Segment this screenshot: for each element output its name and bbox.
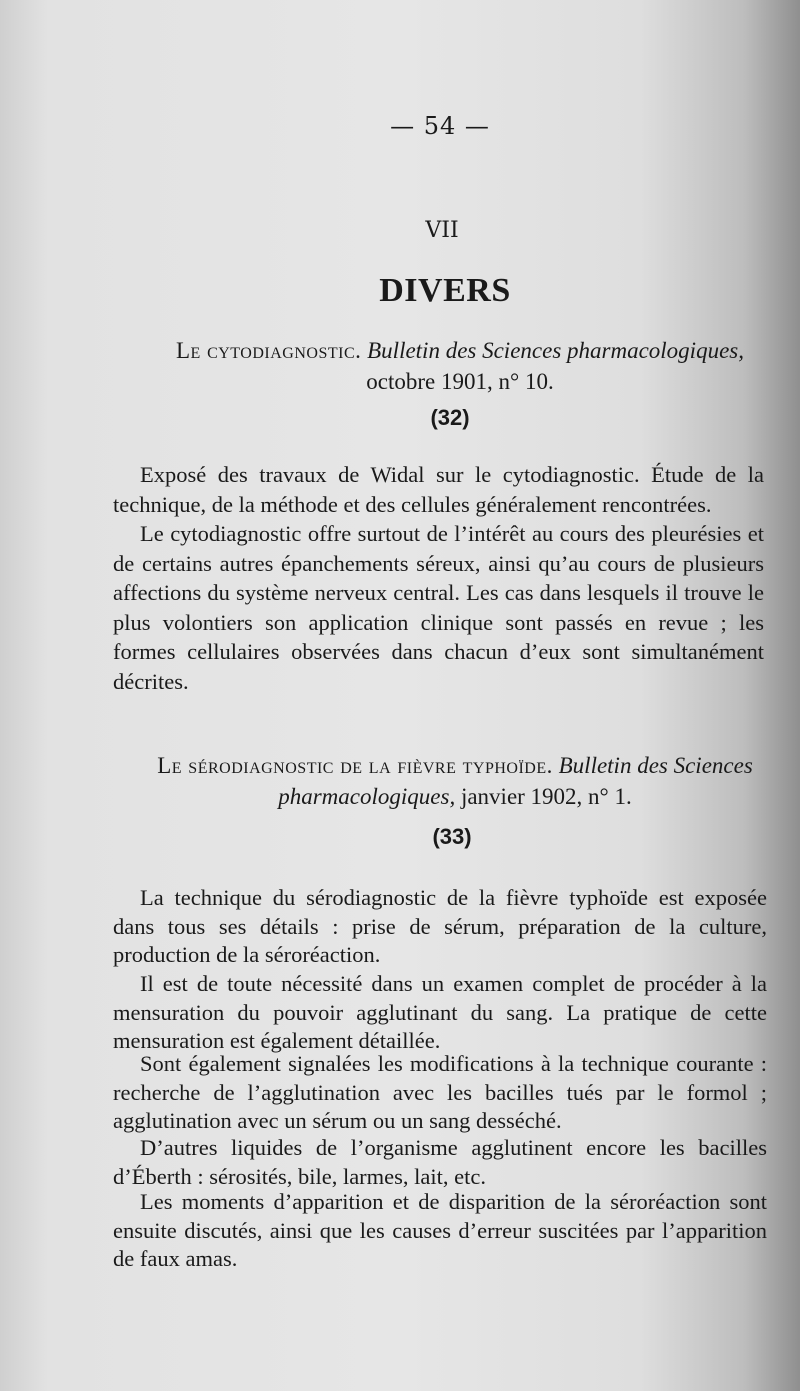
entry-33-number: (33) xyxy=(432,824,472,849)
entry-32-journal: Bulletin des Sciences pharmacologiques, xyxy=(367,338,744,363)
entry-33-title: Le sérodiagnostic de la fièvre typhoïde. xyxy=(157,753,553,778)
show-through-bleed xyxy=(470,160,475,185)
entry-32-title: Le cytodiagnostic. xyxy=(176,338,362,363)
entry-33-paragraph-4: D’autres liquides de l’organisme agglutinent encore les bacilles d’Éberth : sérosités, bile, larmes, lait, etc. xyxy=(113,1135,767,1189)
section-numeral: VII xyxy=(425,218,459,243)
entry-33-paragraph-1: La technique du sérodiagnostic de la fièvre typhoïde est exposée dans tous ses détails : prise de sérum, préparation de la culture, production de la séroréaction. xyxy=(113,885,767,967)
entry-33-paragraph-3: Sont également signalées les modifications à la technique courante : recherche de l’agglutination avec les bacilles tués par le formol ; agglutination avec un sérum ou un sang desséché. xyxy=(113,1051,767,1133)
entry-33-reference xyxy=(135,750,775,812)
entry-32-paragraph-1: Exposé des travaux de Widal sur le cytodiagnostic. Étude de la technique, de la méthode et des cellules généralement rencontrées. xyxy=(113,462,764,517)
entry-33-paragraph-2: Il est de toute nécessité dans un examen complet de procéder à la mensuration du pouvoir agglutinant du sang. La pratique de cette mensuration est également détaillée. xyxy=(113,971,767,1053)
entry-32-number: (32) xyxy=(430,405,470,430)
entry-32-reference xyxy=(150,335,770,397)
entry-33-journal-continued: pharmacologiques, xyxy=(278,784,456,809)
entry-32-paragraph-2: Le cytodiagnostic offre surtout de l’intérêt au cours des pleurésies et de certains autres épanchements séreux, ainsi qu’au cours de plusieurs affections du système nerveux central. Les cas dans lesquels il trouve le plus volontiers son application clinique sont passés en revue ; les formes cellulaires observées dans chacun d’eux sont simultanément décrites. xyxy=(113,521,764,694)
entry-32-date: octobre 1901, n° 10. xyxy=(366,369,554,394)
entry-33-date: janvier 1902, n° 1. xyxy=(460,784,632,809)
section-title: DIVERS xyxy=(379,272,511,309)
entry-33-paragraph-5: Les moments d’apparition et de disparition de la séroréaction sont ensuite discutés, ainsi que les causes d’erreur suscitées par l’apparition de faux amas. xyxy=(113,1189,767,1271)
entry-33-journal: Bulletin des Sciences xyxy=(558,753,753,778)
page-number: — 54 — xyxy=(390,112,490,140)
